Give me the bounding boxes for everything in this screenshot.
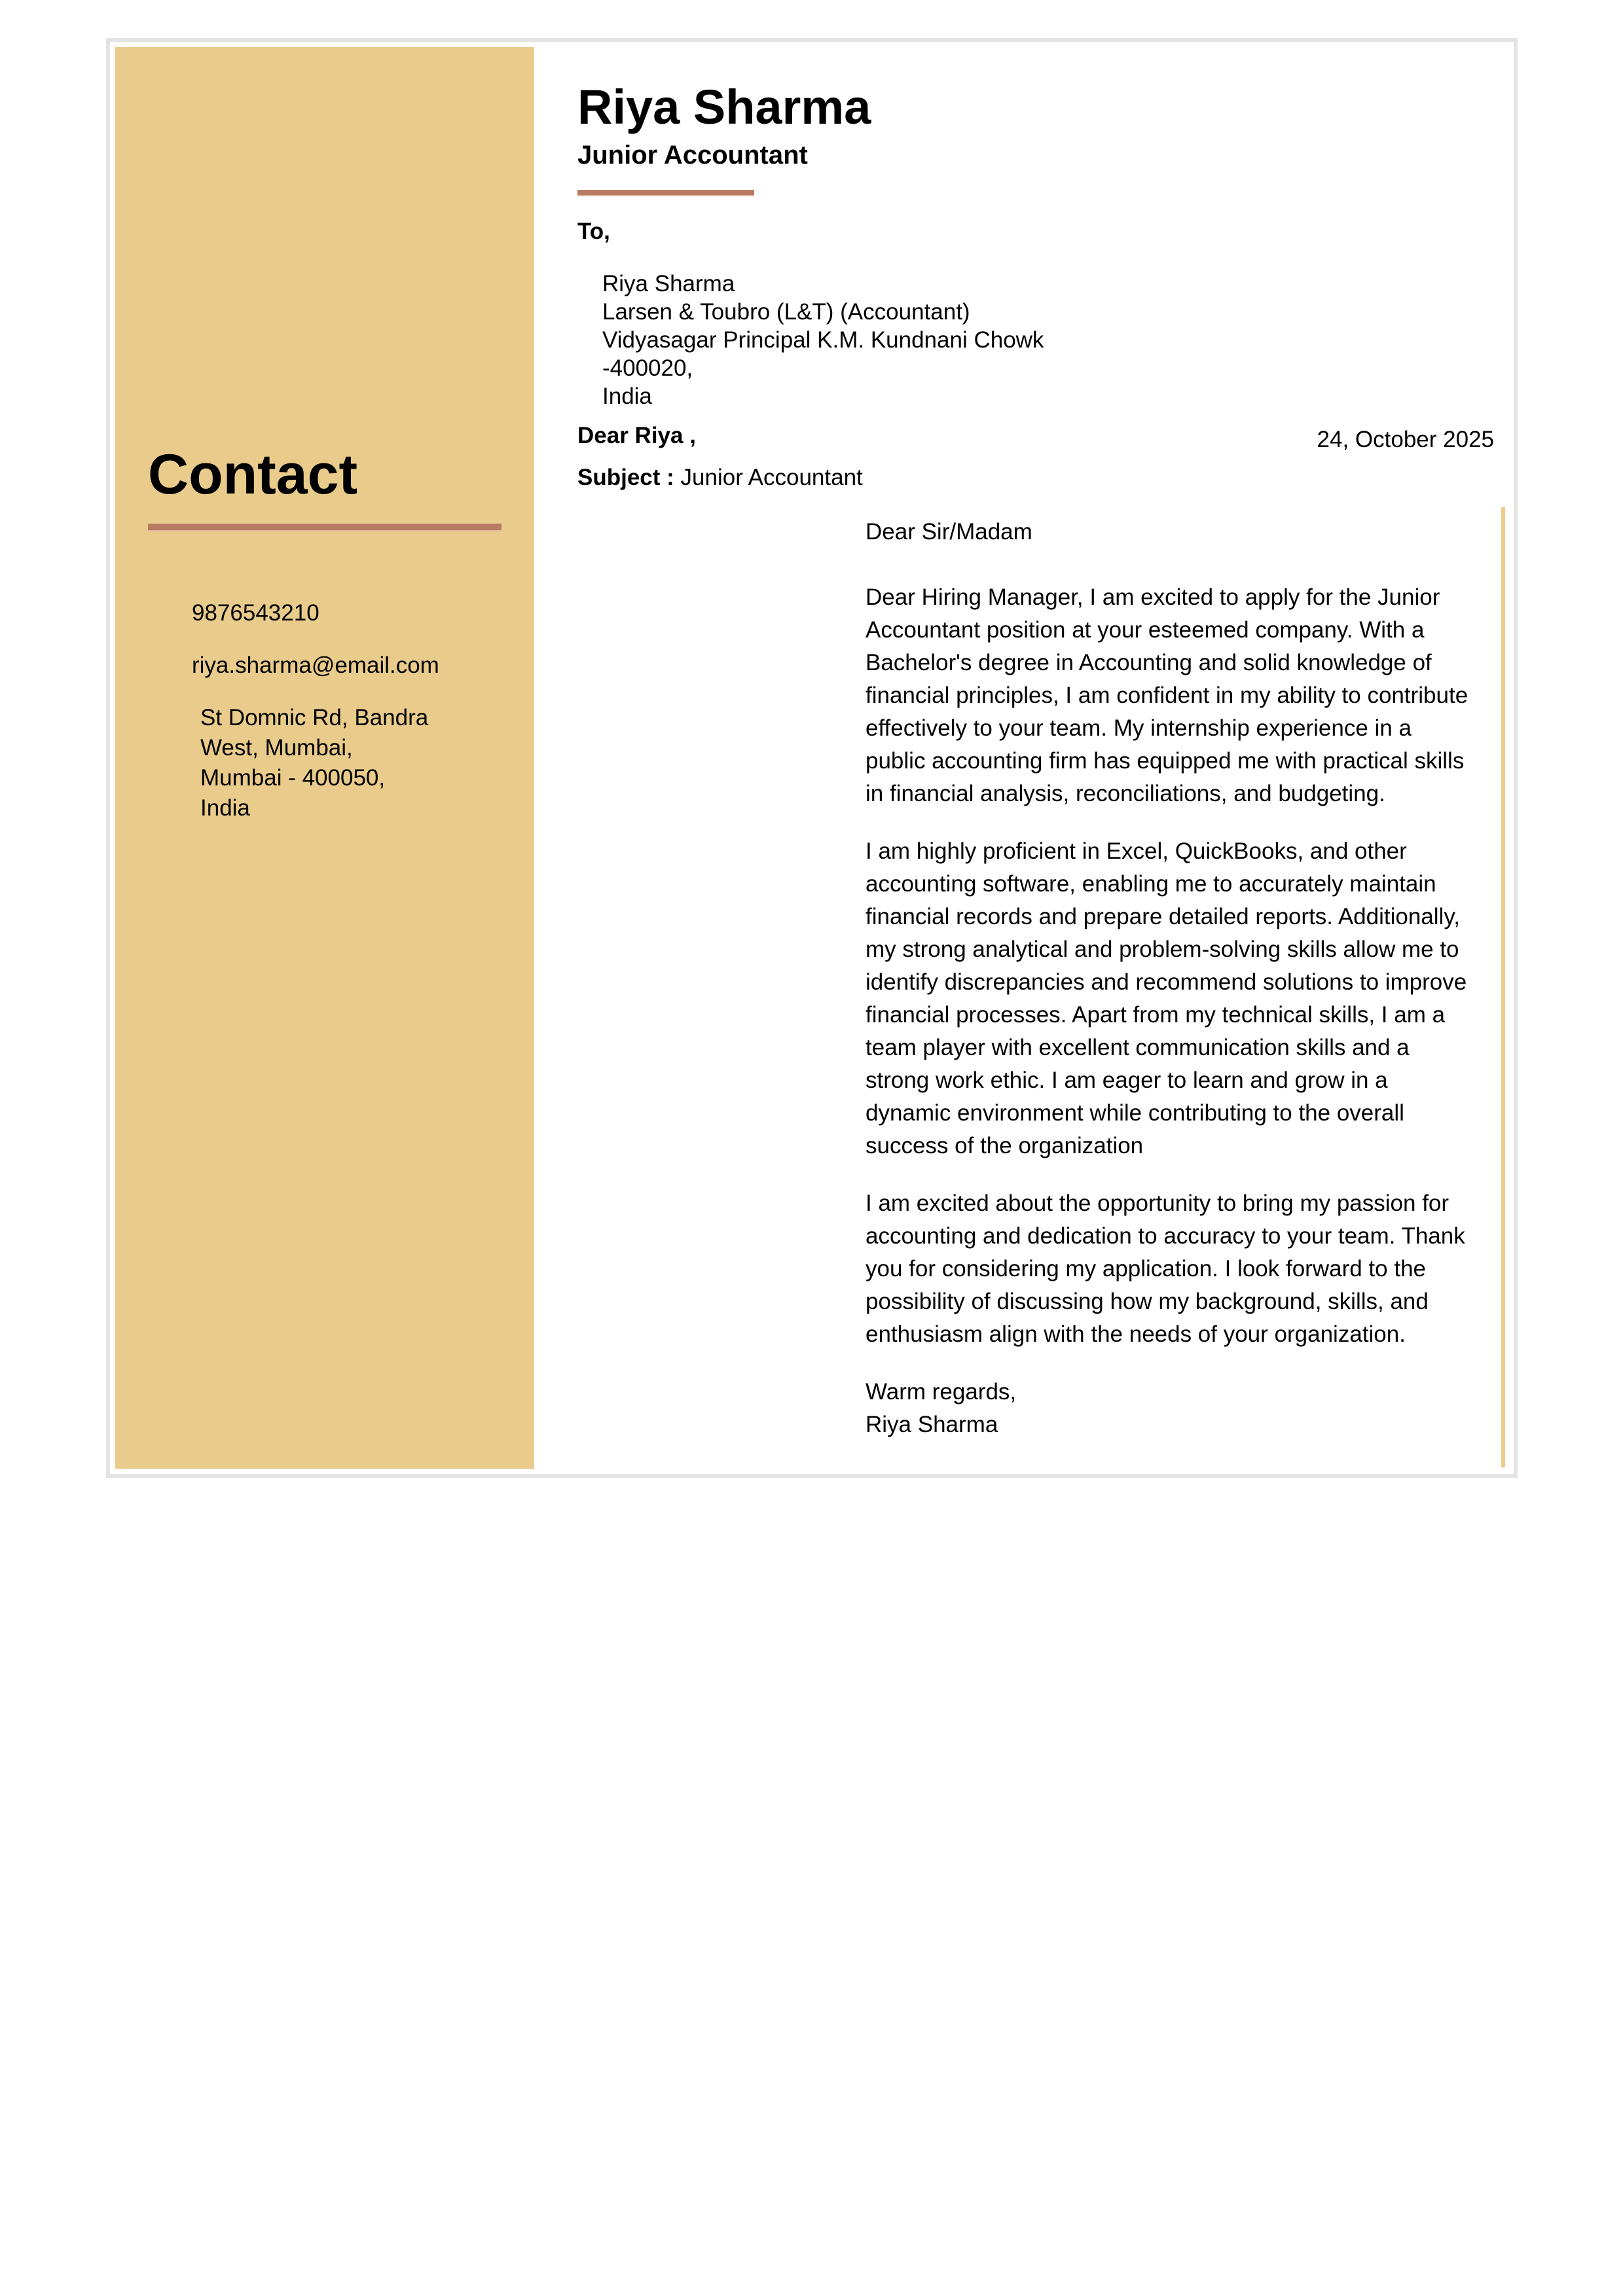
applicant-role: Junior Accountant bbox=[577, 141, 808, 170]
address-line: St Domnic Rd, Bandra bbox=[200, 705, 429, 730]
contact-phone: 9876543210 bbox=[192, 600, 319, 626]
letter-greeting: Dear Sir/Madam bbox=[866, 519, 1032, 545]
signature-name: Riya Sharma bbox=[866, 1412, 998, 1437]
recipient-line: Riya Sharma bbox=[602, 271, 735, 296]
name-divider bbox=[577, 190, 754, 195]
contact-heading: Contact bbox=[148, 443, 358, 506]
letter-paragraph: I am highly proficient in Excel, QuickBooks, and other accounting software, enabling me to accurately maintain financial records and prepare detailed reports. Additionally, my strong analytical and problem-solving skills allow me to identify discrepancies and recommend solutions to improve financial processes. Apart from my technical skills, I am a team player with excellent communication skills and a strong work ethic. I am eager to learn and grow in a dynamic environment while contributing to the overall success of the organization bbox=[866, 838, 1467, 1158]
recipient-line: Larsen & Toubro (L&T) (Accountant) bbox=[602, 299, 970, 325]
contact-email: riya.sharma@email.com bbox=[192, 653, 439, 678]
letter-paragraph: Dear Hiring Manager, I am excited to apply for the Junior Accountant position at your esteemed company. With a Bachelor's degree in Accounting and solid knowledge of financial principles, I am confident in my ability to contribute effectively to your team. My internship experience in a public accounting firm has equipped me with practical skills in financial analysis, reconciliations, and budgeting. bbox=[866, 584, 1468, 806]
recipient-line: Vidyasagar Principal K.M. Kundnani Chowk bbox=[602, 327, 1044, 353]
letter-date: 24, October 2025 bbox=[1317, 427, 1494, 452]
body-side-rule bbox=[1501, 507, 1505, 1467]
subject-value: Junior Accountant bbox=[680, 465, 863, 490]
closing-phrase: Warm regards, bbox=[866, 1379, 1017, 1405]
contact-address bbox=[200, 703, 475, 823]
address-line: India bbox=[200, 795, 250, 821]
subject-line bbox=[577, 466, 863, 489]
contact-divider bbox=[148, 524, 501, 530]
recipient-line: -400020, bbox=[602, 355, 693, 381]
contact-sidebar bbox=[115, 47, 534, 1469]
recipient-line: India bbox=[602, 384, 652, 409]
salutation: Dear Riya , bbox=[577, 423, 696, 448]
subject-label: Subject : bbox=[577, 465, 674, 490]
address-line: Mumbai - 400050, bbox=[200, 765, 386, 791]
letter-closing bbox=[866, 1376, 1478, 1441]
letter-paragraph: I am excited about the opportunity to bring my passion for accounting and dedication to accuracy to your team. Thank you for considering my application. I look forward to the possibility of discussing how my background, skills, and enthusiasm align with the needs of your organization. bbox=[866, 1191, 1465, 1347]
applicant-name: Riya Sharma bbox=[577, 80, 871, 134]
letter-body bbox=[866, 516, 1478, 1441]
to-label: To, bbox=[577, 219, 610, 244]
recipient-address bbox=[602, 270, 1044, 410]
address-line: West, Mumbai, bbox=[200, 735, 353, 761]
